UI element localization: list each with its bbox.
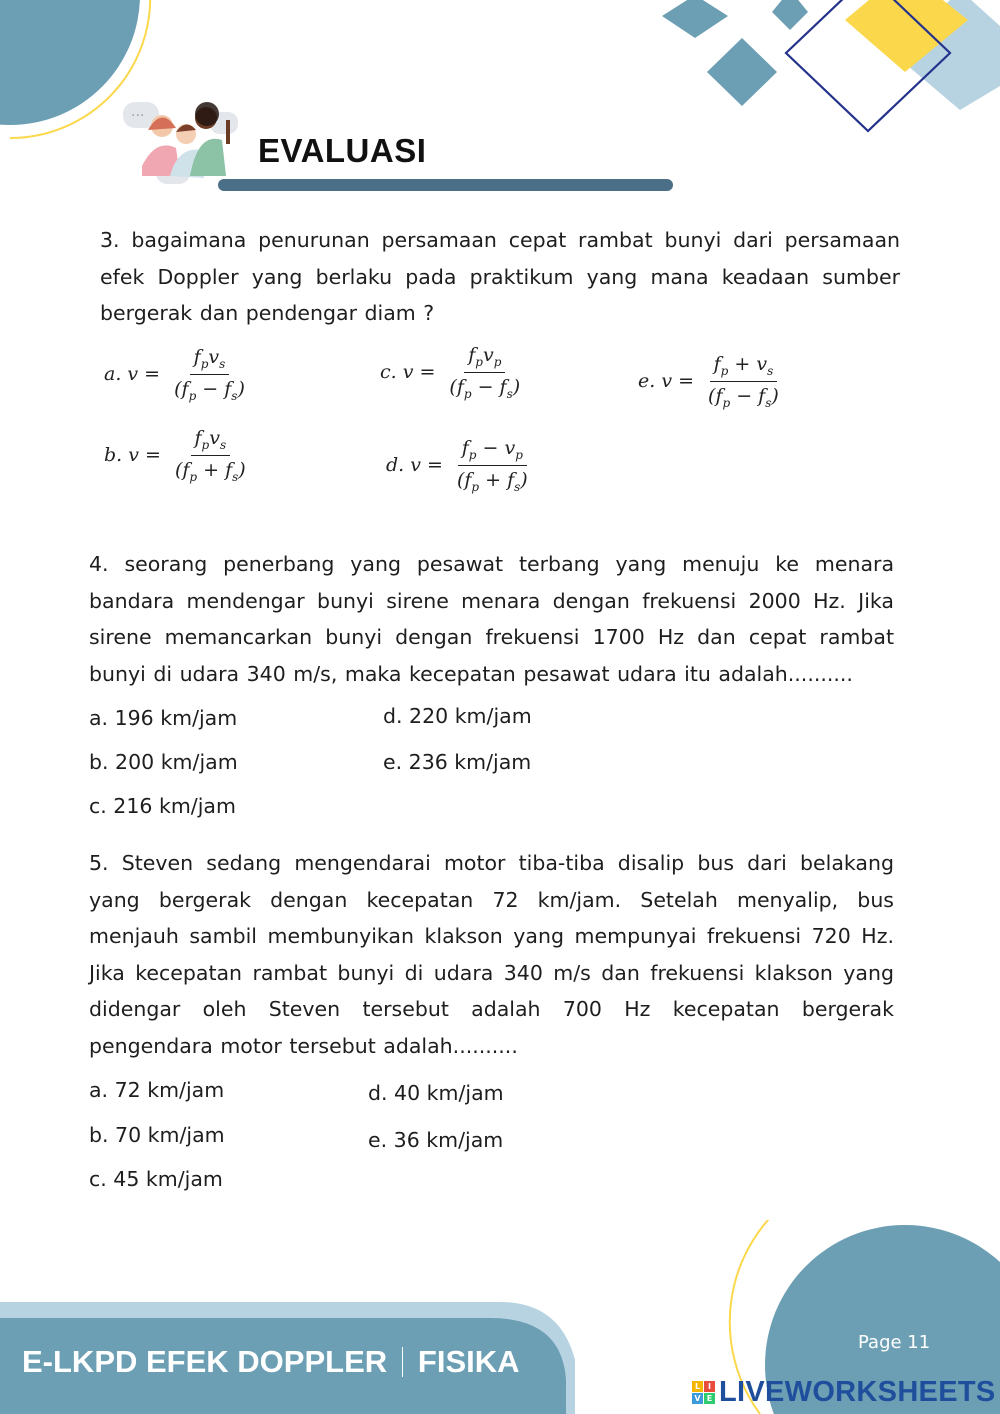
question-4-text: 4. seorang penerbang yang pesawat terbang yang menuju ke menara bandara mendengar bunyi sirene menara dengan frekuensi 2000 Hz. Jika sirene memancarkan bunyi dengan frekuensi 1700 Hz dan cepat rambat bunyi di udara 340 m/s, maka kecepatan pesawat udara itu adalah.......... <box>89 552 894 686</box>
liveworksheets-logo-icon: L I V E <box>692 1381 715 1404</box>
q3-option-e: e. v = $\frac{f_p + v_s}{(f_p - f_s)}$ <box>638 353 779 410</box>
footer-title-divider <box>402 1347 404 1377</box>
svg-text:···: ··· <box>131 108 145 124</box>
diamond-small-left <box>662 0 728 38</box>
q3-option-a-prefix: a. v = <box>104 363 161 386</box>
footer-title-left: E-LKPD EFEK DOPPLER <box>22 1344 388 1379</box>
q4-option-c[interactable]: c. 216 km/jam <box>89 794 236 818</box>
q3-option-b-prefix: b. v = <box>104 444 161 467</box>
question-5-text: 5. Steven sedang mengendarai motor tiba-tiba disalip bus dari belakang yang bergerak dengan kecepatan 72 km/jam. Setelah menyalip, bus menjauh sambil membunyikan klakson yang mempunyai frekuensi 720 Hz. Jika kecepatan rambat bunyi di udara 340 m/s dan frekuensi klakson yang didengar oleh Steven tersebut adalah 700 Hz kecepatan bergerak pengendara motor tersebut adalah.......... <box>89 851 894 1058</box>
footer-title <box>22 1344 520 1380</box>
q5-option-a[interactable]: a. 72 km/jam <box>89 1078 225 1102</box>
q5-option-d[interactable]: d. 40 km/jam <box>368 1081 504 1105</box>
students-illustration <box>118 96 248 192</box>
diamond-mid <box>707 38 777 106</box>
question-3-text: 3. bagaimana penurunan persamaan cepat rambat bunyi dari persamaan efek Doppler yang berlaku pada praktikum yang mana keadaan sumber bergerak dan pendengar diam ? <box>100 228 900 325</box>
q4-option-a[interactable]: a. 196 km/jam <box>89 706 238 730</box>
q3-option-c: c. v = $\frac{f_pv_p}{(f_p - f_s)}$ <box>380 344 521 401</box>
q3-option-a: a. v = $\frac{f_pv_s}{(f_p - f_s)}$ <box>104 346 245 403</box>
q3-option-d-prefix: d. v = <box>386 454 443 477</box>
title-underline-bar <box>218 179 673 191</box>
q4-option-e[interactable]: e. 236 km/jam <box>383 750 532 774</box>
q5-option-c[interactable]: c. 45 km/jam <box>89 1167 223 1191</box>
q5-option-b[interactable]: b. 70 km/jam <box>89 1123 225 1147</box>
q3-option-e-prefix: e. v = <box>638 370 695 393</box>
page-title: EVALUASI <box>258 132 427 169</box>
q3-option-d: d. v = $\frac{f_p - v_p}{(f_p + f_s)}$ <box>386 437 528 494</box>
page-number: Page 11 <box>858 1332 931 1353</box>
q3-option-b: b. v = $\frac{f_pv_s}{(f_p + f_s)}$ <box>104 427 246 484</box>
q4-option-b[interactable]: b. 200 km/jam <box>89 750 238 774</box>
q3-option-c-prefix: c. v = <box>380 361 436 384</box>
liveworksheets-brand[interactable] <box>692 1376 996 1409</box>
diamond-tiny <box>772 0 808 30</box>
liveworksheets-wordmark: LIVEWORKSHEETS <box>719 1376 996 1408</box>
q5-option-e[interactable]: e. 36 km/jam <box>368 1128 504 1152</box>
q4-option-d[interactable]: d. 220 km/jam <box>383 704 532 728</box>
footer-title-right: FISIKA <box>417 1344 520 1379</box>
